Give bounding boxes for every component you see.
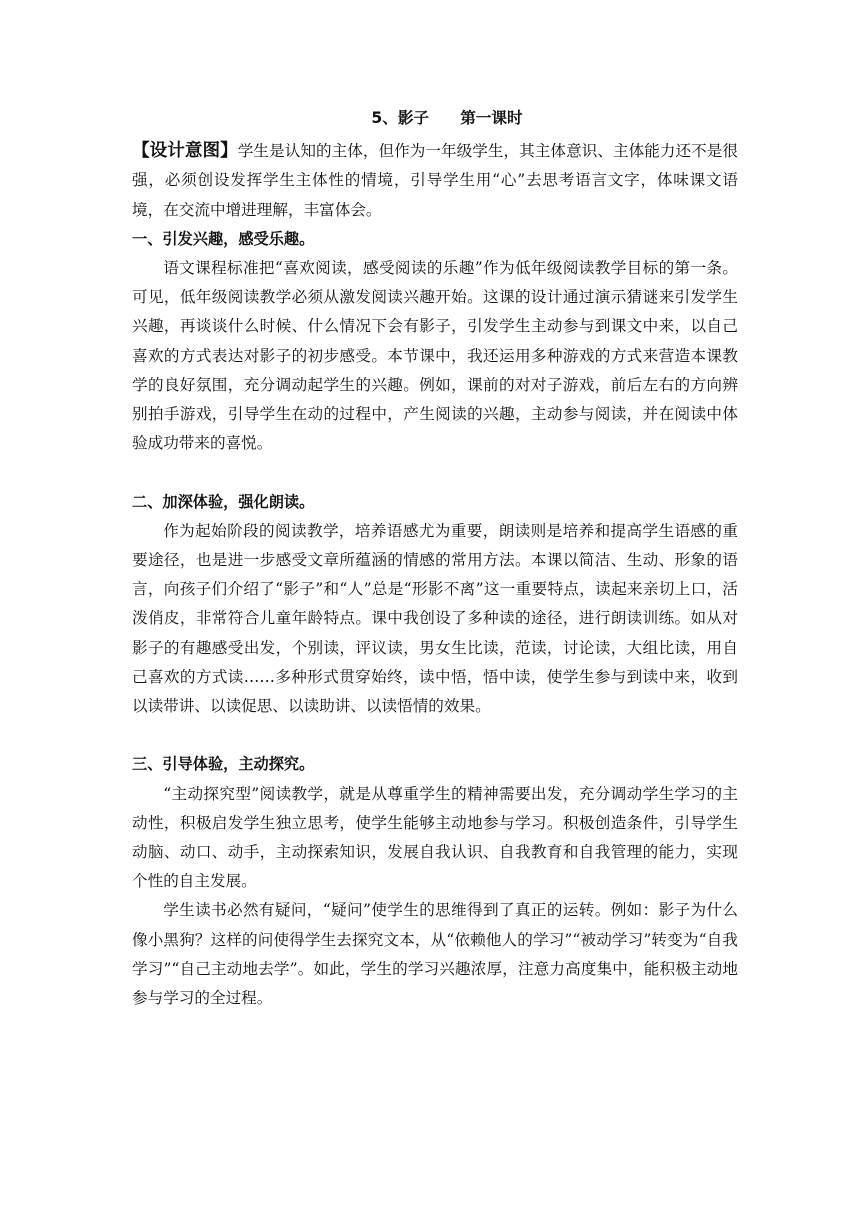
section-3-heading: 三、引导体验，主动探究。 bbox=[132, 755, 315, 774]
design-intent-text: 学生是认知的主体，但作为一年级学生，其主体意识、主体能力还不是很强，必须创设发挥学生主体性的情境，引导学生用“心”去思考语言文字，体味课文语境，在交流中增进理解，丰富体会。 bbox=[132, 142, 738, 219]
document-title: 5、影子 第一课时 bbox=[371, 109, 523, 127]
section-3-paragraph-2: 学生读书必然有疑问，“疑问”使学生的思维得到了真正的运转。例如：影子为什么像小黑狗？这样的问使得学生去探究文本，从“依赖他人的学习”“被动学习”转变为“自我学习”“自己主动地去学”。如此，学生的学习兴趣浓厚，注意力高度集中，能积极主动地参与学习的全过程。 bbox=[132, 901, 738, 1008]
blank-line bbox=[132, 721, 738, 750]
blank-line bbox=[132, 458, 738, 487]
section-1-paragraph: 语文课程标准把“喜欢阅读，感受阅读的乐趣”作为低年级阅读教学目标的第一条。可见，低年级阅读教学必须从激发阅读兴趣开始。这课的设计通过演示猜谜来引发学生兴趣，再谈谈什么时候、什么情况下会有影子，引发学生主动参与到课文中来，以自己喜欢的方式表达对影子的初步感受。本节课中，我还运用多种游戏的方式来营造本课教学的良好氛围，充分调动起学生的兴趣。例如，课前的对对子游戏，前后左右的方向辨别拍手游戏，引导学生在动的过程中，产生阅读的兴趣，主动参与阅读，并在阅读中体验成功带来的喜悦。 bbox=[132, 259, 738, 453]
section-1-heading: 一、引发兴趣，感受乐趣。 bbox=[132, 229, 315, 248]
design-intent-paragraph bbox=[132, 137, 738, 225]
section-2-paragraph: 作为起始阶段的阅读教学，培养语感尤为重要，朗读则是培养和提高学生语感的重要途径，也是进一步感受文章所蕴涵的情感的常用方法。本课以简洁、生动、形象的语言，向孩子们介绍了“影子”和“人”总是“形影不离”这一重要特点，读起来亲切上口，活泼俏皮，非常符合儿童年龄特点。课中我创设了多种读的途径，进行朗读训练。如从对影子的有趣感受出发，个别读，评议读，男女生比读，范读，讨论读，大组比读，用自己喜欢的方式读……多种形式贯穿始终，读中悟，悟中读，使学生参与到读中来，收到以读带讲、以读促思、以读助讲、以读悟情的效果。 bbox=[132, 521, 738, 716]
section-2-heading: 二、加深体验，强化朗读。 bbox=[132, 492, 315, 511]
section-3-paragraph-1: “主动探究型”阅读教学，就是从尊重学生的精神需要出发，充分调动学生学习的主动性，积极启发学生独立思考，使学生能够主动地参与学习。积极创造条件，引导学生动脑、动口、动手，主动探索知识，发展自我认识、自我教育和自我管理的能力，实现个性的自主发展。 bbox=[132, 784, 738, 891]
design-intent-label: 【设计意图】 bbox=[132, 141, 238, 162]
